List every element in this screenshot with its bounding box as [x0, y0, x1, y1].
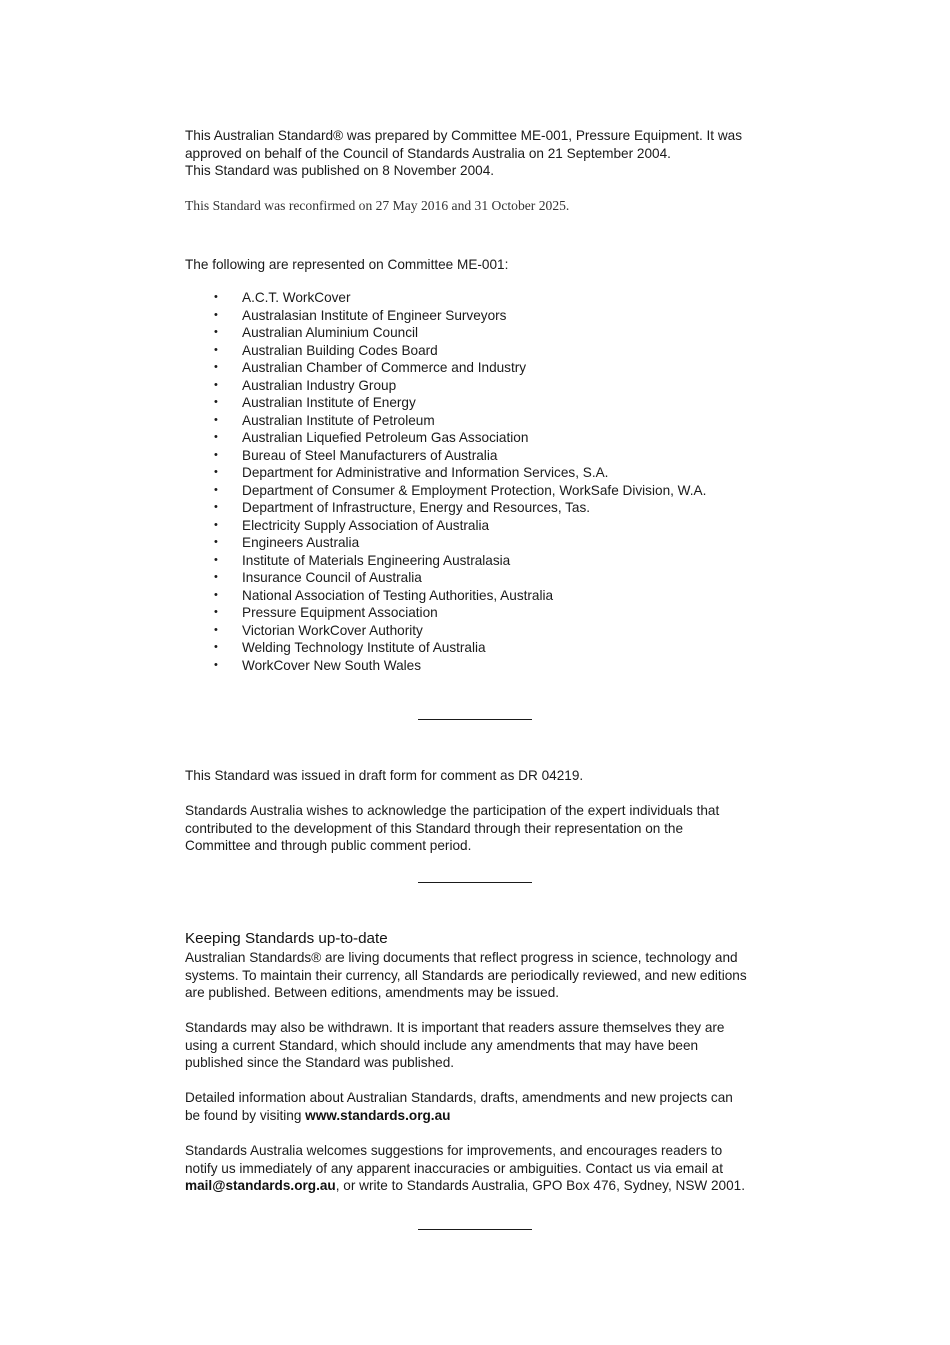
bullet-icon: •: [214, 571, 218, 583]
member-name: Engineers Australia: [242, 535, 360, 550]
keeping-standards-heading: Keeping Standards up-to-date: [185, 930, 388, 947]
bullet-icon: •: [214, 396, 218, 408]
member-name: Department of Consumer & Employment Protection, WorkSafe Division, W.A.: [242, 482, 707, 498]
bullet-icon: •: [214, 466, 218, 478]
acknowledgement-line-3: Committee and through public comment period.: [185, 838, 472, 853]
member-name: WorkCover New South Wales: [242, 657, 422, 673]
list-item: [185, 324, 706, 342]
list-item: [185, 377, 706, 395]
paragraph-line: Standards Australia welcomes suggestions for improvements, and encourages readers to: [185, 1143, 723, 1158]
list-item: [185, 499, 706, 517]
publication-line: This Standard was published on 8 November 2004.: [185, 163, 495, 178]
bullet-icon: •: [214, 536, 218, 548]
member-name: Australian Institute of Energy: [242, 395, 416, 410]
acknowledgement-statement: [185, 802, 775, 855]
bullet-icon: •: [214, 413, 218, 426]
member-name: Australian Building Codes Board: [242, 342, 438, 358]
bullet-icon: •: [214, 606, 218, 618]
member-name: Bureau of Steel Manufacturers of Australia: [242, 447, 498, 463]
paragraph-line: published since the Standard was published.: [185, 1055, 455, 1070]
bullet-icon: •: [214, 553, 218, 566]
bullet-icon: •: [214, 588, 218, 601]
paragraph-line: , or write to Standards Australia, GPO Box 476, Sydney, NSW 2001.: [335, 1178, 746, 1193]
paragraph-line: notify us immediately of any apparent inaccuracies or ambiguities. Contact us via email at: [185, 1160, 723, 1176]
acknowledgement-line-2: contributed to the development of this Standard through their representation on the: [185, 820, 684, 836]
member-name: A.C.T. WorkCover: [242, 290, 351, 305]
member-name: Australian Institute of Petroleum: [242, 412, 435, 428]
website-link[interactable]: www.standards.org.au: [305, 1107, 451, 1123]
paragraph-line: be found by visiting: [185, 1107, 306, 1123]
bullet-icon: •: [214, 343, 218, 356]
preparation-statement: [185, 127, 775, 180]
acknowledgement-line-1: Standards Australia wishes to acknowledge the participation of the expert individuals that: [185, 803, 720, 818]
bullet-icon: •: [214, 448, 218, 461]
email-link[interactable]: mail@standards.org.au: [185, 1178, 336, 1193]
member-name: Department for Administrative and Information Services, S.A.: [242, 465, 609, 480]
paragraph-line: Detailed information about Australian Standards, drafts, amendments and new projects can: [185, 1090, 733, 1105]
member-name: Pressure Equipment Association: [242, 605, 438, 620]
bullet-icon: •: [214, 641, 218, 653]
member-name: Australian Aluminium Council: [242, 325, 419, 340]
paragraph-line: Australian Standards® are living documents that reflect progress in science, technology and: [185, 950, 738, 965]
list-item: [185, 394, 706, 412]
list-item: [185, 639, 706, 657]
list-item: [185, 517, 706, 535]
list-item: [185, 657, 706, 675]
paragraph-line: are published. Between editions, amendments may be issued.: [185, 985, 560, 1000]
paragraph-line: using a current Standard, which should include any amendments that may have been: [185, 1037, 699, 1053]
withdrawal-paragraph: [185, 1019, 775, 1072]
list-item: [185, 289, 706, 307]
list-item: [185, 587, 706, 605]
bullet-icon: •: [214, 518, 218, 531]
list-item: [185, 359, 706, 377]
bullet-icon: •: [214, 501, 218, 513]
list-item: [185, 464, 706, 482]
list-item: [185, 534, 706, 552]
list-item: [185, 307, 706, 325]
bullet-icon: •: [214, 483, 218, 496]
member-name: Welding Technology Institute of Australia: [242, 640, 486, 655]
list-item: [185, 447, 706, 465]
list-item: [185, 552, 706, 570]
section-divider: [418, 882, 532, 883]
bullet-icon: •: [214, 623, 218, 636]
paragraph-line: systems. To maintain their currency, all Standards are periodically reviewed, and new editions: [185, 967, 747, 983]
member-name: Insurance Council of Australia: [242, 570, 422, 585]
bullet-icon: •: [214, 431, 218, 443]
member-name: Australasian Institute of Engineer Surveyors: [242, 307, 507, 323]
preparation-line-2: approved on behalf of the Council of Standards Australia on 21 September 2004.: [185, 145, 671, 161]
member-name: Electricity Supply Association of Australia: [242, 517, 490, 533]
committee-intro: The following are represented on Committee ME-001:: [185, 257, 509, 272]
feedback-paragraph: [185, 1142, 775, 1195]
member-name: National Association of Testing Authorities, Australia: [242, 587, 554, 603]
living-documents-paragraph: [185, 949, 775, 1002]
bullet-icon: •: [214, 361, 218, 373]
member-name: Australian Industry Group: [242, 377, 397, 393]
draft-statement: This Standard was issued in draft form for comment as DR 04219.: [185, 768, 584, 783]
preparation-line-1: This Australian Standard® was prepared by Committee ME-001, Pressure Equipment. It was: [185, 128, 743, 143]
member-name: Australian Chamber of Commerce and Industry: [242, 360, 527, 375]
list-item: [185, 342, 706, 360]
member-name: Department of Infrastructure, Energy and Resources, Tas.: [242, 500, 591, 515]
list-item: [185, 482, 706, 500]
member-name: Australian Liquefied Petroleum Gas Association: [242, 430, 529, 445]
information-paragraph: [185, 1089, 775, 1124]
bullet-icon: •: [214, 291, 218, 303]
list-item: [185, 604, 706, 622]
section-divider: [418, 1229, 532, 1230]
member-name: Institute of Materials Engineering Australasia: [242, 552, 511, 568]
reconfirmation-statement: This Standard was reconfirmed on 27 May 2016 and 31 October 2025.: [185, 198, 570, 213]
bullet-icon: •: [214, 378, 218, 391]
list-item: [185, 412, 706, 430]
bullet-icon: •: [214, 308, 218, 321]
list-item: [185, 569, 706, 587]
committee-member-list: [185, 289, 706, 674]
bullet-icon: •: [214, 658, 218, 671]
bullet-icon: •: [214, 326, 218, 338]
section-divider: [418, 719, 532, 720]
paragraph-line: Standards may also be withdrawn. It is important that readers assure themselves they are: [185, 1020, 725, 1035]
list-item: [185, 429, 706, 447]
list-item: [185, 622, 706, 640]
member-name: Victorian WorkCover Authority: [242, 622, 423, 638]
